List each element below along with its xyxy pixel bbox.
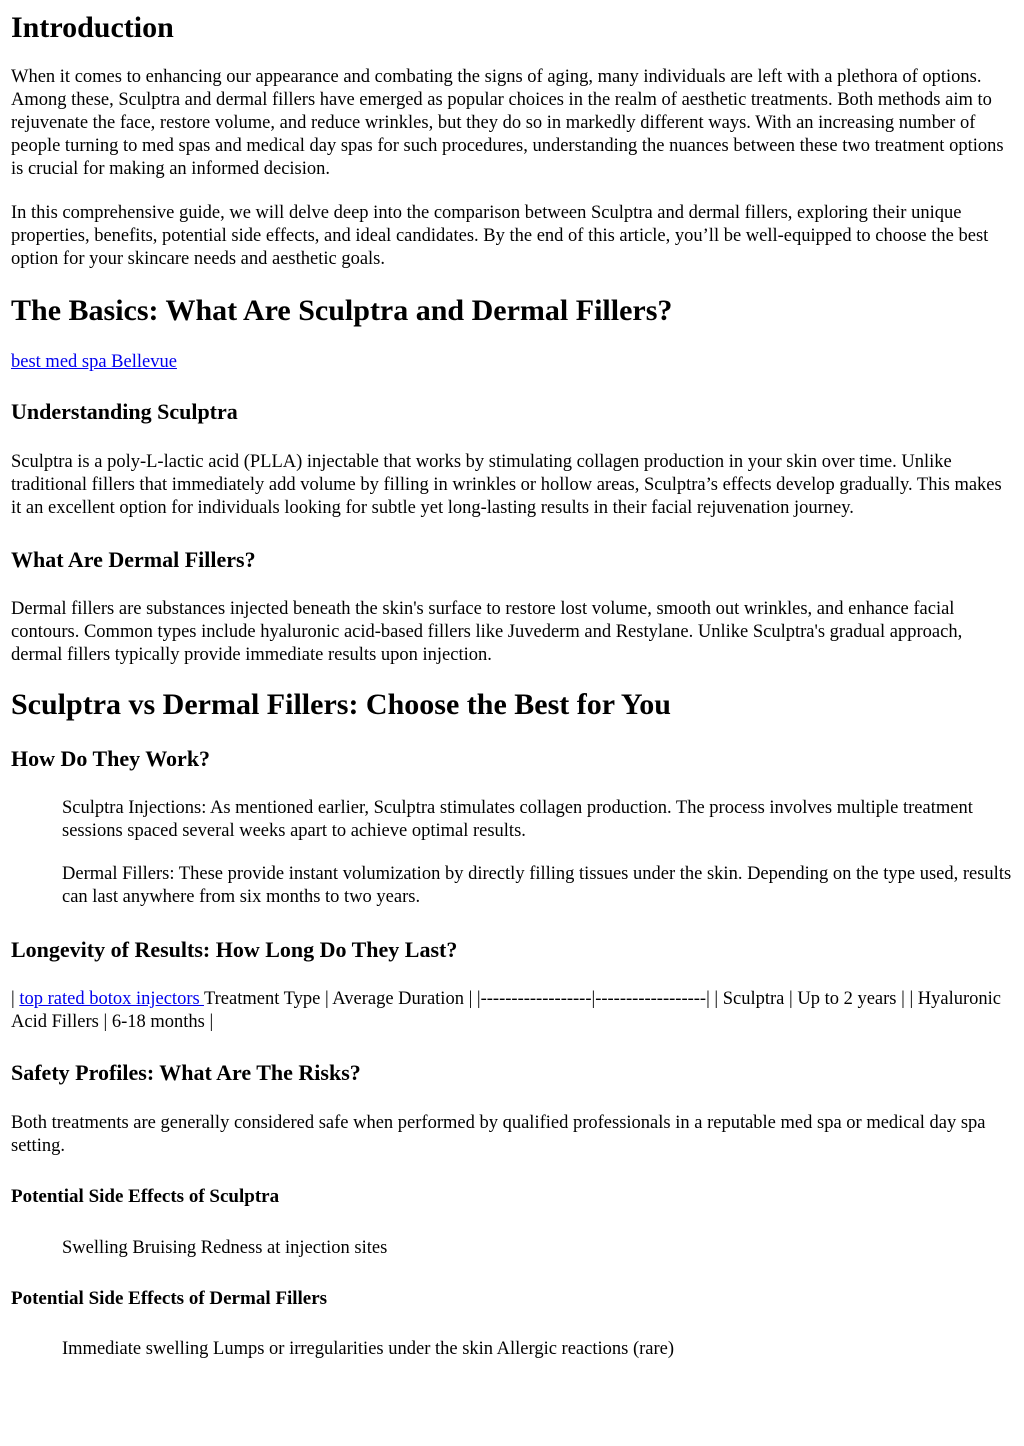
side-effects-sculptra-list: Swelling Bruising Redness at injection sites bbox=[62, 1238, 388, 1258]
heading-side-effects-sculptra: Potential Side Effects of Sculptra bbox=[11, 1186, 280, 1207]
dermal-fillers-paragraph: Dermal fillers are substances injected beneath the skin's surface to restore lost volume, smooth out wrinkles, and enhance facial contours. Common types include hyaluronic acid-based fillers like Juvederm and Restylane. Unlike Sculptra's gradual approach, dermal fillers typically provide immediate results upon injection. bbox=[11, 599, 963, 665]
table-prefix: | bbox=[11, 989, 20, 1009]
intro-paragraph-1: When it comes to enhancing our appearance and combating the signs of aging, many individuals are left with a plethora of options. Among these, Sculptra and dermal fillers have emerged as popular choices in the realm of aesthetic treatments. Both methods aim to rejuvenate the face, restore volume, and reduce wrinkles, but they do so in markedly different ways. With an increasing number of people turning to med spas and medical day spas for such procedures, understanding the nuances between these two treatment options is crucial for making an informed decision. bbox=[11, 67, 1004, 179]
sculptra-injections-item: Sculptra Injections: As mentioned earlier, Sculptra stimulates collagen production. The process involves multiple treatment sessions spaced several weeks apart to achieve optimal results. bbox=[62, 798, 973, 841]
link-paragraph bbox=[11, 351, 1014, 374]
best-med-spa-link[interactable]: best med spa Bellevue bbox=[11, 352, 177, 372]
side-effects-fillers-list: Immediate swelling Lumps or irregularities under the skin Allergic reactions (rare) bbox=[62, 1339, 675, 1359]
heading-longevity: Longevity of Results: How Long Do They Last? bbox=[11, 937, 458, 962]
heading-what-are-dermal-fillers: What Are Dermal Fillers? bbox=[11, 547, 256, 572]
dermal-fillers-item: Dermal Fillers: These provide instant volumization by directly filling tissues under the skin. Depending on the type used, results can last anywhere from six months to two years. bbox=[62, 864, 1012, 907]
table-rest: Treatment Type | Average Duration | |------------------|------------------| | Sculptra | Up to 2 years | | Hyaluronic Acid Fillers | 6-18 months | bbox=[11, 989, 1002, 1032]
safety-paragraph: Both treatments are generally considered safe when performed by qualified professionals in a reputable med spa or medical day spa setting. bbox=[11, 1113, 986, 1156]
heading-basics: The Basics: What Are Sculptra and Dermal Fillers? bbox=[11, 294, 673, 327]
heading-safety-profiles: Safety Profiles: What Are The Risks? bbox=[11, 1060, 361, 1085]
heading-introduction: Introduction bbox=[11, 11, 174, 44]
heading-sculptra-vs-fillers: Sculptra vs Dermal Fillers: Choose the Best for You bbox=[11, 688, 671, 721]
top-rated-botox-link[interactable]: top rated botox injectors bbox=[19, 989, 204, 1009]
sculptra-paragraph: Sculptra is a poly-L-lactic acid (PLLA) injectable that works by stimulating collagen production in your skin over time. Unlike traditional fillers that immediately add volume by filling in wrinkles or hollow areas, Sculptra’s effects develop gradually. This makes it an excellent option for individuals looking for subtle yet long-lasting results in their facial rejuvenation journey. bbox=[11, 452, 1002, 518]
heading-side-effects-fillers: Potential Side Effects of Dermal Fillers bbox=[11, 1288, 328, 1309]
longevity-table-text bbox=[11, 988, 1014, 1034]
heading-how-do-they-work: How Do They Work? bbox=[11, 746, 211, 771]
heading-understanding-sculptra: Understanding Sculptra bbox=[11, 399, 238, 424]
intro-paragraph-2: In this comprehensive guide, we will delve deep into the comparison between Sculptra and dermal fillers, exploring their unique properties, benefits, potential side effects, and ideal candidates. By the end of this article, you’ll be well-equipped to choose the best option for your skincare needs and aesthetic goals. bbox=[11, 203, 989, 269]
